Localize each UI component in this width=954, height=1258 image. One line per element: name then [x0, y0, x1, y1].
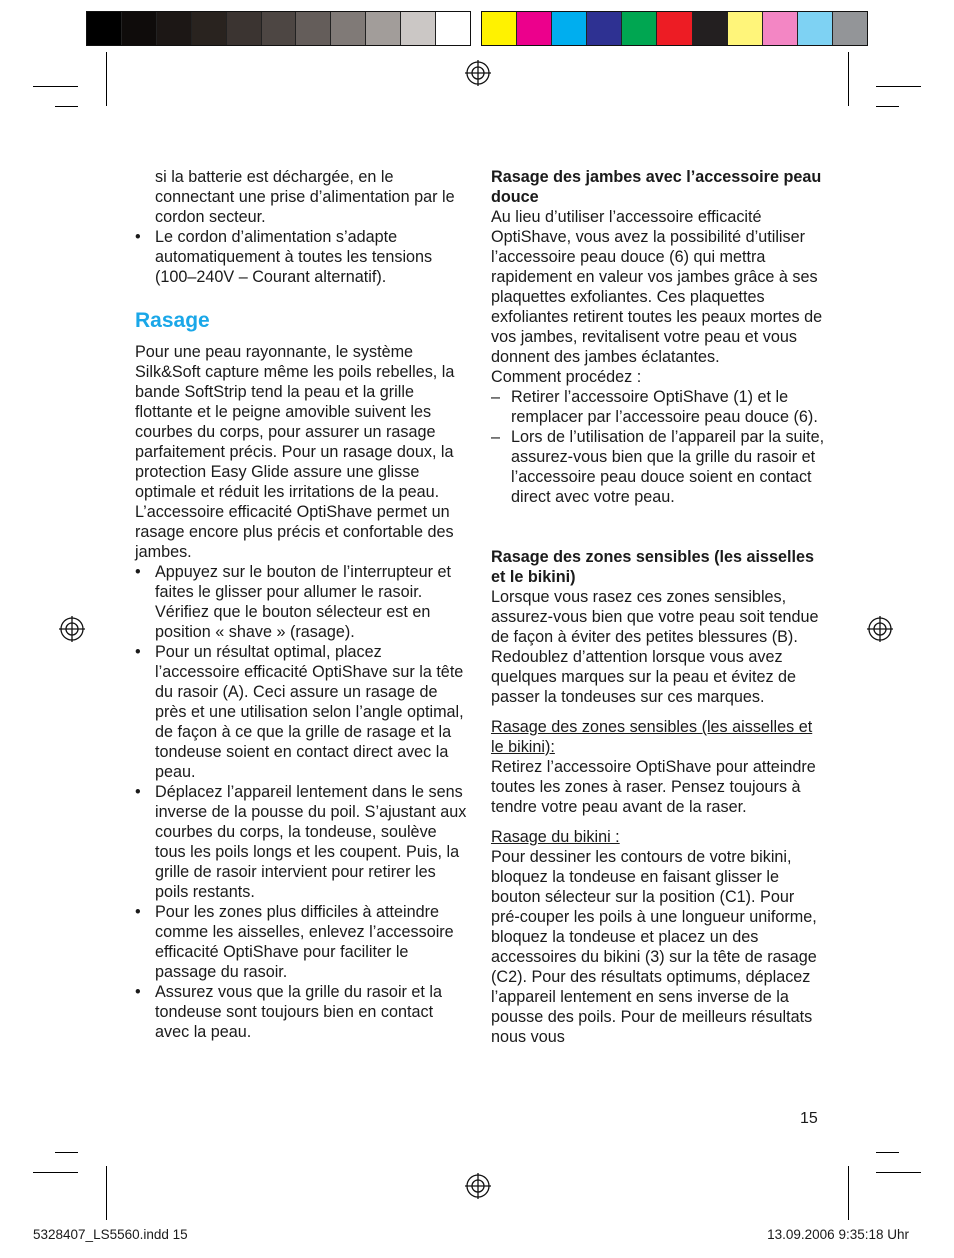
list-item: – Lors de l’utilisation de l’appareil par la suite, assurez-vous bien que la grille du rasoir et l’accessoire peau douce soient en contact direct avec votre peau.	[491, 428, 825, 506]
color-swatch	[366, 12, 401, 45]
file-slug: 5328407_LS5560.indd 15	[33, 1227, 188, 1242]
right-column	[491, 167, 826, 1047]
list-item: • Le cordon d’alimentation s’adapte automatiquement à toutes les tensions (100–240V – Courant alternatif).	[135, 228, 433, 286]
grayscale-calibration-bar	[86, 11, 471, 46]
color-swatch	[657, 12, 692, 45]
print-timestamp: 13.09.2006 9:35:18 Uhr	[767, 1227, 909, 1242]
instruction-list	[135, 562, 470, 1042]
bullet-mark: •	[135, 228, 141, 246]
color-swatch	[763, 12, 798, 45]
list-item: • Déplacez l’appareil lentement dans le sens inverse de la pousse du poil. S’ajustant aux courbes du corps, la tondeuse, soulève tous les poils longs et les coupent. Puis, la grille de rasoir intervient pour retirer les poils restants.	[135, 783, 467, 901]
color-swatch	[122, 12, 157, 45]
color-swatch	[262, 12, 297, 45]
color-swatch	[296, 12, 331, 45]
howto-label: Comment procédez :	[491, 368, 642, 386]
color-swatch	[517, 12, 552, 45]
color-swatch	[833, 12, 867, 45]
color-swatch	[436, 12, 470, 45]
body-paragraph: Au lieu d’utiliser l’accessoire efficacité OptiShave, vous avez la possibilité d’utiliser l’accessoire peau douce (6) qui mettra rapidement en valeur vos jambes grâce à ses plaquettes exfoliantes. Ces plaquettes exfoliantes retirent toutes les peaux mortes de vos jambes, revitalisent votre peau et vous donnent des jambes éclatantes.	[491, 208, 823, 366]
list-item: • Pour les zones plus difficiles à atteindre comme les aisselles, enlevez l’accessoire efficacité OptiShave pour faciliter le passage du rasoir.	[135, 903, 454, 981]
color-swatch	[192, 12, 227, 45]
registration-target-icon	[867, 616, 893, 642]
color-swatch	[157, 12, 192, 45]
left-column	[135, 167, 470, 1042]
registration-target-icon	[59, 616, 85, 642]
list-item: – Retirer l’accessoire OptiShave (1) et le remplacer par l’accessoire peau douce (6).	[491, 388, 818, 426]
body-paragraph: L’accessoire efficacité OptiShave permet un rasage encore plus précis et confortable des jambes.	[135, 503, 454, 561]
color-swatch	[693, 12, 728, 45]
section-heading: Rasage	[135, 309, 210, 332]
list-item: • Pour un résultat optimal, placez l’accessoire efficacité OptiShave sur la tête du rasoir (A). Ceci assure un rasage de près et une utilisation selon l’angle optimal, de façon à ce que la grille de rasage et la tondeuse soient en contact direct avec la peau.	[135, 643, 464, 781]
underarm-title: Rasage des zones sensibles (les aisselles et le bikini):	[491, 718, 813, 756]
color-swatch	[401, 12, 436, 45]
registration-target-icon	[465, 60, 491, 86]
intro-continued-text: si la batterie est déchargée, en le connectant une prise d’alimentation par le cordon secteur.	[155, 168, 455, 226]
sensitive-heading: Rasage des zones sensibles (les aisselles et le bikini)	[491, 548, 815, 586]
body-paragraph: Pour une peau rayonnante, le système Silk&Soft capture même les poils rebelles, la bande SoftStrip tend la peau et la grille flottante et le peigne amovible suivent les courbes du corps, pour assurer un rasage parfaitement précis. Pour un rasage doux, la protection Easy Glide assure une glisse optimale et réduit les irritations de la peau.	[135, 343, 455, 501]
color-swatch	[482, 12, 517, 45]
color-swatch	[552, 12, 587, 45]
body-paragraph: Retirez l’accessoire OptiShave pour atteindre toutes les zones à raser. Pensez toujours à tendre votre peau avant de la raser.	[491, 758, 816, 816]
list-item: • Appuyez sur le bouton de l’interrupteur et faites le glisser pour allumer le rasoir. Vérifiez que le bouton sélecteur est en position « shave » (rasage).	[135, 563, 452, 641]
legs-heading: Rasage des jambes avec l’accessoire peau douce	[491, 168, 822, 206]
body-paragraph: Pour dessiner les contours de votre bikini, bloquez la tondeuse en faisant glisser le bouton sélecteur sur la position (C1). Pour pré-couper les poils à une longueur uniforme, bloquez la tondeuse et placez un des accessoires du bikini (3) sur la tête de rasage (C2). Pour des résultats optimums, déplacez l’appareil lentement en sens inverse de la pousse des poils. Pour de meilleurs résultats nous vous	[491, 848, 817, 1046]
color-swatch	[622, 12, 657, 45]
steps-list	[491, 387, 826, 507]
color-swatch	[728, 12, 763, 45]
bikini-title: Rasage du bikini :	[491, 828, 620, 846]
page-number: 15	[800, 1110, 818, 1127]
color-swatch	[87, 12, 122, 45]
list-item: • Assurez vous que la grille du rasoir et la tondeuse sont toujours bien en contact avec la peau.	[135, 983, 443, 1041]
color-calibration-bar	[481, 11, 868, 46]
color-swatch	[798, 12, 833, 45]
color-swatch	[331, 12, 366, 45]
registration-target-icon	[465, 1173, 491, 1199]
color-swatch	[587, 12, 622, 45]
intro-bullet-list	[135, 227, 470, 287]
body-paragraph: Lorsque vous rasez ces zones sensibles, assurez-vous bien que votre peau soit tendue de façon à éviter des petites blessures (B). Redoublez d’attention lorsque vous avez quelques marques sur la peau et évitez de passer la tondeuses sur ces marques.	[491, 588, 819, 706]
color-swatch	[227, 12, 262, 45]
